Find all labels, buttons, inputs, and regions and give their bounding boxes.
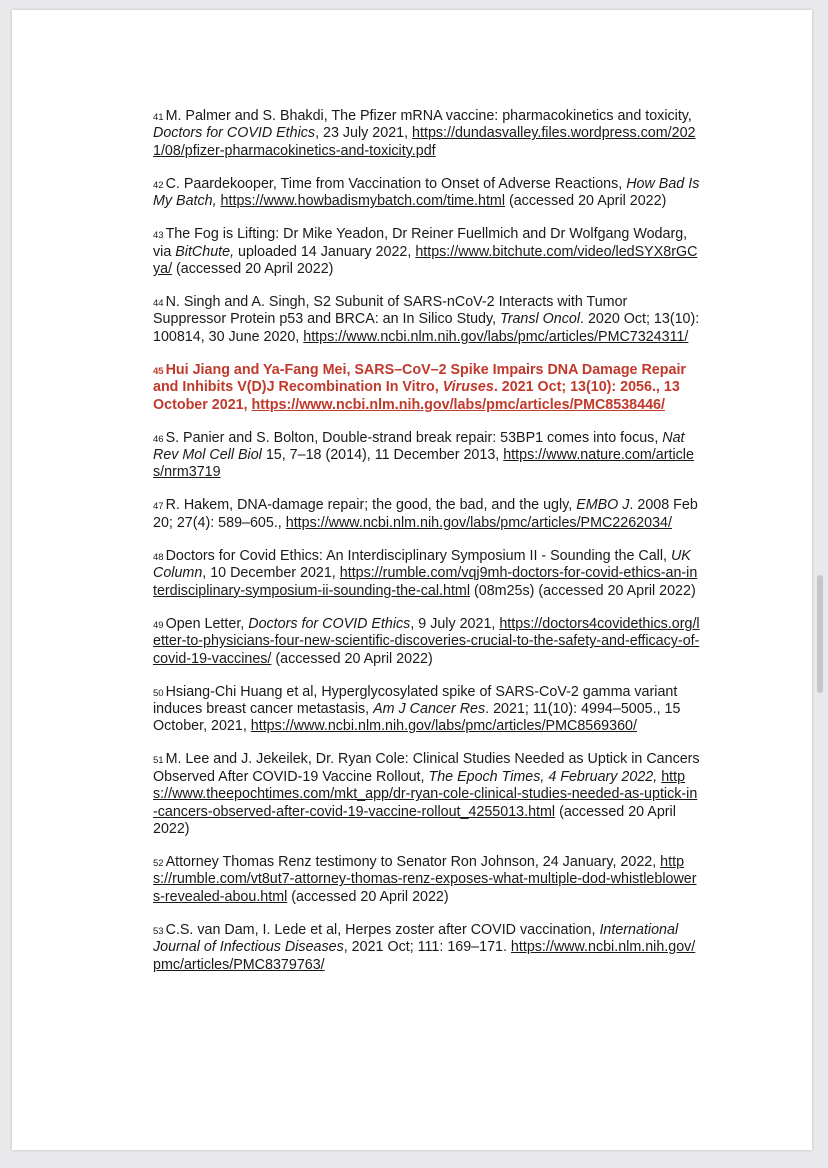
publication-name: International Journal of Infectious Diseases — [153, 921, 679, 956]
reference-link[interactable]: https://dundasvalley.files.wordpress.com/2021/08/pfizer-pharmacokinetics-and-toxicity.pdf — [153, 125, 696, 159]
document-page — [12, 10, 812, 1150]
footnote-number: 43 — [153, 230, 164, 242]
footnote-45 — [153, 362, 701, 414]
reference-text: C.S. van Dam, I. Lede et al, Herpes zoster after COVID vaccination, — [165, 921, 600, 938]
publication-name: The Epoch Times, 4 February 2022, — [428, 768, 658, 785]
reference-list — [153, 108, 701, 990]
footnote-number: 52 — [153, 857, 164, 869]
reference-text: (accessed 20 April 2022) — [172, 261, 334, 278]
reference-link[interactable]: https://www.ncbi.nlm.nih.gov/labs/pmc/articles/PMC8569360/ — [250, 718, 637, 735]
footnote-number: 45 — [153, 365, 164, 377]
reference-text: , 9 July 2021, — [410, 615, 500, 632]
footnote-number: 44 — [153, 298, 164, 310]
reference-text: (accessed 20 April 2022) — [153, 803, 676, 837]
reference-link[interactable]: https://www.howbadismybatch.com/time.html — [220, 193, 505, 210]
footnote-number: 47 — [153, 501, 164, 513]
footnote-number: 41 — [153, 112, 164, 123]
publication-name: BitChute, — [175, 243, 235, 260]
reference-text: (accessed 20 April 2022) — [271, 650, 433, 667]
reference-text: R. Hakem, DNA-damage repair; the good, the bad, and the ugly, — [165, 497, 577, 514]
footnote-43 — [153, 226, 701, 278]
reference-text: N. Singh and A. Singh, S2 Subunit of SARS-nCoV-2 Interacts with Tumor Suppressor Protein p53 and BRCA: an In Silico Study, — [153, 294, 628, 328]
reference-text: The Fog is Lifting: Dr Mike Yeadon, Dr Reiner Fuellmich and Dr Wolfgang Wodarg, via — [153, 226, 688, 260]
publication-name: Am J Cancer Res — [373, 700, 486, 717]
scrollbar-thumb[interactable] — [817, 575, 823, 693]
footnote-47 — [153, 497, 701, 532]
reference-text: C. Paardekooper, Time from Vaccination to Onset of Adverse Reactions, — [165, 175, 627, 192]
reference-link[interactable]: https://rumble.com/vt8ut7-attorney-thomas-renz-exposes-what-multiple-dod-whistleblowers-revealed-abou.html — [153, 853, 697, 905]
footnote-number: 46 — [153, 433, 164, 445]
reference-text: . 2021; 11(10): 4994–5005., 15 October, 2021, — [153, 700, 681, 735]
reference-text: M. Lee and J. Jekeilek, Dr. Ryan Cole: Clinical Studies Needed as Uptick in Cancers Observed After COVID-19 Vaccine Rollout, — [153, 751, 700, 785]
reference-text: Hui Jiang and Ya-Fang Mei, SARS–CoV–2 Spike Impairs DNA Damage Repair and Inhibits V(D)J Recombination In Vitro, — [153, 361, 686, 396]
footnote-44 — [153, 294, 701, 346]
reference-text: . 2021 Oct; 13(10): 2056., 13 October 2021, — [153, 379, 680, 413]
footnote-number: 42 — [153, 179, 164, 191]
reference-text: (accessed 20 April 2022) — [505, 193, 667, 210]
publication-name: Transl Oncol — [500, 311, 581, 328]
footnote-50 — [153, 684, 701, 736]
reference-link[interactable]: https://rumble.com/vqj9mh-doctors-for-covid-ethics-an-interdisciplinary-symposium-ii-sounding-the-cal.html — [153, 565, 698, 599]
reference-link[interactable]: https://www.ncbi.nlm.nih.gov/labs/pmc/articles/PMC8538446/ — [251, 396, 665, 413]
reference-text: Hsiang-Chi Huang et al, Hyperglycosylated spike of SARS-CoV-2 gamma variant induces breast cancer metastasis, — [153, 683, 678, 717]
footnote-number: 50 — [153, 687, 164, 699]
footnote-number: 48 — [153, 551, 164, 563]
publication-name: Doctors for COVID Ethics — [248, 615, 411, 632]
reference-text: M. Palmer and S. Bhakdi, The Pfizer mRNA vaccine: pharmacokinetics and toxicity, — [165, 108, 692, 124]
reference-text: Attorney Thomas Renz testimony to Senator Ron Johnson, 24 January, 2022, — [165, 853, 661, 870]
footnote-number: 49 — [153, 619, 164, 631]
scrollbar[interactable] — [815, 0, 828, 1168]
publication-name: Nat Rev Mol Cell Biol — [153, 429, 685, 464]
footnote-48 — [153, 548, 701, 600]
reference-text: . 2008 Feb 20; 27(4): 589–605., — [153, 497, 698, 531]
publication-name: Doctors for COVID Ethics — [153, 125, 316, 142]
reference-link[interactable]: https://www.bitchute.com/video/ledSYX8rGCya/ — [153, 243, 698, 278]
footnote-53 — [153, 922, 701, 974]
publication-name: EMBO J — [576, 497, 630, 514]
publication-name: How Bad Is My Batch, — [153, 175, 700, 210]
reference-text: S. Panier and S. Bolton, Double-strand break repair: 53BP1 comes into focus, — [165, 429, 663, 446]
reference-link[interactable]: https://www.ncbi.nlm.nih.gov/labs/pmc/articles/PMC2262034/ — [285, 514, 672, 531]
footnote-41 — [153, 108, 701, 160]
footnote-51 — [153, 751, 701, 838]
reference-link[interactable]: https://www.ncbi.nlm.nih.gov/pmc/articles/PMC8379763/ — [153, 939, 696, 973]
reference-text: Doctors for Covid Ethics: An Interdisciplinary Symposium II - Sounding the Call, — [165, 547, 671, 564]
footnote-number: 51 — [153, 755, 164, 767]
reference-text: Open Letter, — [165, 615, 249, 632]
reference-text: . 2020 Oct; 13(10): 100814, 30 June 2020, — [153, 311, 700, 345]
footnote-number: 53 — [153, 925, 164, 937]
reference-text: , 2021 Oct; 111: 169–171. — [343, 939, 511, 956]
footnote-46 — [153, 430, 701, 482]
reference-text: uploaded 14 January 2022, — [234, 243, 416, 260]
footnote-49 — [153, 616, 701, 668]
reference-link[interactable]: https://doctors4covidethics.org/letter-to-physicians-four-new-scientific-discoveries-crucial-to-the-safety-and-efficacy-of-covid-19-vaccines/ — [153, 615, 700, 667]
publication-name: Viruses — [442, 379, 494, 396]
footnote-42 — [153, 176, 701, 211]
reference-text: , 23 July 2021, — [315, 125, 413, 142]
reference-text: 15, 7–18 (2014), 11 December 2013, — [261, 447, 504, 464]
reference-link[interactable]: https://www.ncbi.nlm.nih.gov/labs/pmc/articles/PMC7324311/ — [303, 328, 689, 345]
publication-name: UK Column — [153, 547, 691, 582]
footnote-52 — [153, 854, 701, 906]
reference-link[interactable]: https://www.nature.com/articles/nrm3719 — [153, 447, 694, 481]
reference-text: , 10 December 2021, — [202, 565, 340, 582]
reference-text: (accessed 20 April 2022) — [287, 888, 449, 905]
reference-text: (08m25s) (accessed 20 April 2022) — [470, 582, 696, 599]
reference-link[interactable]: https://www.theepochtimes.com/mkt_app/dr-ryan-cole-clinical-studies-needed-as-uptick-in-cancers-observed-after-covid-19-vaccine-rollout_4255013.html — [153, 768, 698, 820]
